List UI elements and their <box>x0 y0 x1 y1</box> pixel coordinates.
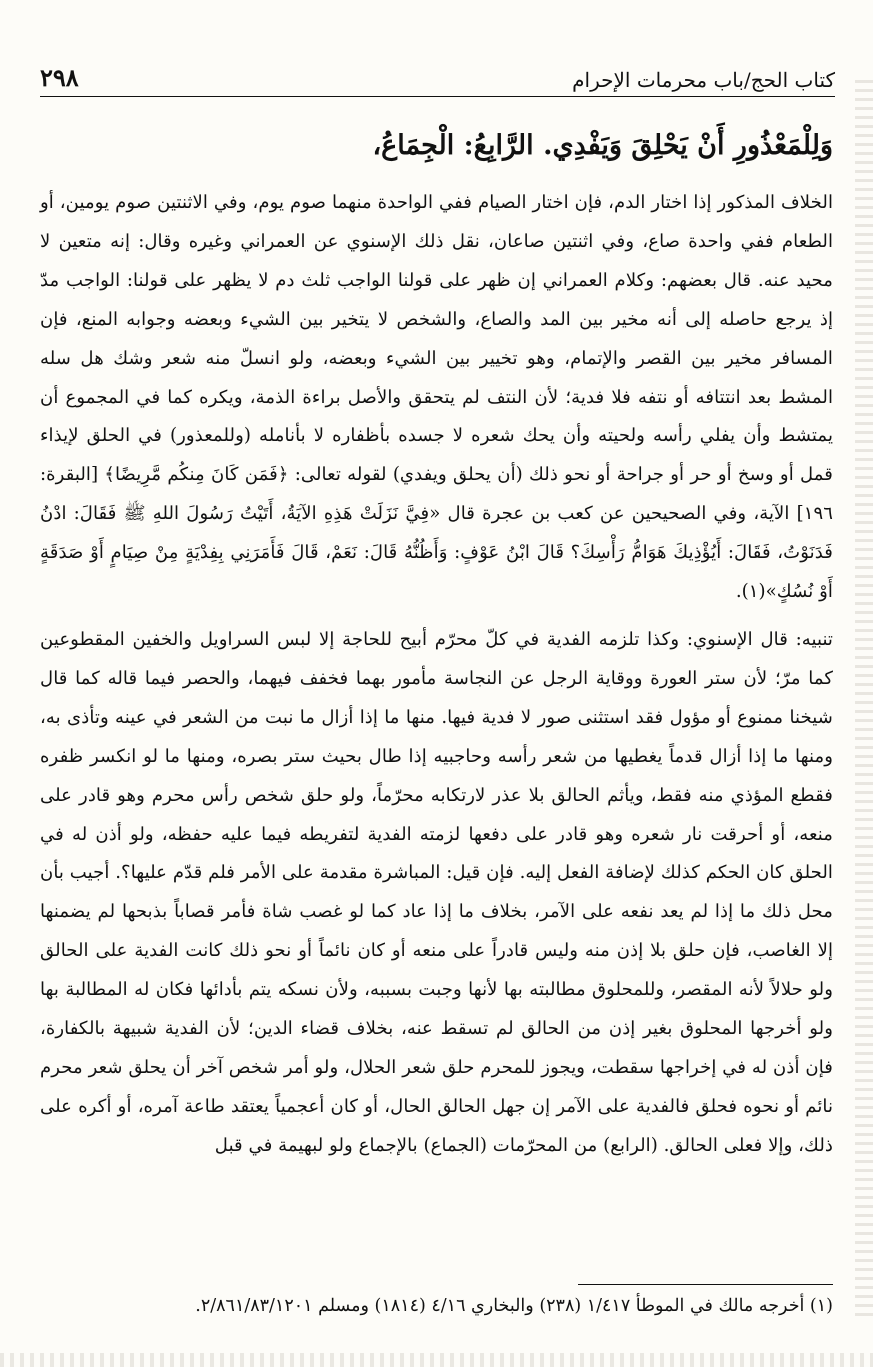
footnote-separator <box>578 1284 833 1285</box>
matn-line: وَلِلْمَعْذُورِ أَنْ يَحْلِقَ وَيَفْدِي. الرَّابِعُ: الْجِمَاعُ، <box>372 130 833 161</box>
footnote: (١) أخرجه مالك في الموطأ ١/٤١٧ (٢٣٨) والبخاري ٤/١٦ (١٨١٤) ومسلم ٢/٨٦١/٨٣/١٢٠١. <box>195 1296 833 1316</box>
page-header <box>40 58 835 97</box>
scan-edge-right <box>855 80 873 1320</box>
commentary-body <box>40 184 833 1166</box>
paragraph-1: الخلاف المذكور إذا اختار الدم، فإن اختار الصيام ففي الواحدة منهما صوم يوم، وفي الاثنتين صوم يومين، أو الطعام ففي واحدة صاع، وفي اثنتين صاعان، نقل ذلك الإسنوي عن العمراني وغيره وقال: إنه متعين لا محيد عنه. قال بعضهم: وكلام العمراني إن ظهر على قولنا الواجب ثلث دم لا يظهر على قولنا: الواجب مدّ إذ يرجع حاصله إلى أنه مخير بين المد والصاع، والشخص لا يتخير بين الشيء وبعضه وجوابه المنع، فإن المسافر مخير بين القصر والإتمام، وهو تخيير بين الشيء وبعضه، ولو انسلّ منه شعر وشك هل سله المشط بعد انتتافه أو نتفه فلا فدية؛ لأن النتف لم يتحقق والأصل براءة الذمة، ويكره كما في المجموع أن يمتشط وأن يفلي رأسه ولحيته وأن يحك شعره لا جسده بأظفاره لا بأنامله (وللمعذور) في الحلق لإيذاء قمل أو وسخ أو حر أو جراحة أو نحو ذلك (أن يحلق ويفدي) لقوله تعالى: ﴿فَمَن كَانَ مِنكُم مَّرِيضًا﴾ [البقرة: ١٩٦] الآية، وفي الصحيحين عن كعب بن عجرة قال «فِيَّ نَزَلَتْ هَذِهِ الآيَةُ، أَتَيْتُ رَسُولَ اللهِ ﷺ فَقَالَ: ادْنُ فَدَنَوْتُ، فَقَالَ: أَيُؤْذِيكَ هَوَامُّ رَأْسِكَ؟ قَالَ ابْنُ عَوْفٍ: وَأَظُنُّهُ قَالَ: نَعَمْ، قَالَ فَأَمَرَنِي بِفِدْيَةٍ مِنْ صِيَامٍ أَوْ صَدَقَةٍ أَوْ نُسُكٍ»(١). <box>40 192 833 603</box>
page-number: ٢٩٨ <box>40 63 79 92</box>
running-title: كتاب الحج/باب محرمات الإحرام <box>572 68 835 92</box>
scan-edge-bottom <box>0 1353 873 1367</box>
paragraph-2-tanbih: تنبيه: قال الإسنوي: وكذا تلزمه الفدية في كلّ محرّم أبيح للحاجة إلا لبس السراويل والخفين المقطوعين كما مرّ؛ لأن ستر العورة ووقاية الرجل عن النجاسة مأمور بهما فخفف فيهما، والحصر فيما قاله كما قال شيخنا ممنوع أو مؤول فقد استثنى صور لا فدية فيها. منها ما إذا أزال ما نبت من الشعر في عينه وتأذى به، ومنها ما إذا أزال قدماً يغطيها من شعر رأسه وحاجبيه إذا طال بحيث ستر بصره، ومنها ما لو انكسر ظفره فقطع المؤذي منه فقط، ويأثم الحالق بلا عذر لارتكابه محرّماً، ولو حلق شخص رأس محرم وهو قادر على منعه، أو أحرقت نار شعره وهو قادر على دفعها لزمته الفدية لتفريطه فيما عليه حفظه، ولو أذن له في الحلق كان الحكم كذلك لإضافة الفعل إليه. فإن قيل: المباشرة مقدمة على الأمر فلم قدّم عليها؟. أجيب بأن محل ذلك ما إذا لم يعد نفعه على الآمر، بخلاف ما إذا عاد كما لو غصب شاة فأمر قصاباً بذبحها لم يضمنها إلا الغاصب، فإن حلق بلا إذن منه وليس قادراً على منعه أو كان نائماً أو نحو ذلك كانت الفدية على الحالق ولو حلالاً لأنه المقصر، وللمحلوق مطالبته بها لأنها وجبت بسببه، ولأن نسكه يتم بأدائها فكان له المطالبة بها ولو أخرجها المحلوق بغير إذن من الحالق لم تسقط عنه، بخلاف قضاء الدين؛ لأن الفدية شبيهة بالكفارة، فإن أذن له في إخراجها سقطت، ويجوز للمحرم حلق شعر الحلال، ولو أمر شخص آخر أن يحلق شعر محرم نائم أو نحوه فحلق فالفدية على الآمر إن جهل الحالق الحال، أو كان أعجمياً يعتقد طاعة آمره، أو أكره على ذلك، وإلا فعلى الحالق. (الرابع) من المحرّمات (الجماع) بالإجماع ولو لبهيمة في قبل <box>40 628 833 1156</box>
